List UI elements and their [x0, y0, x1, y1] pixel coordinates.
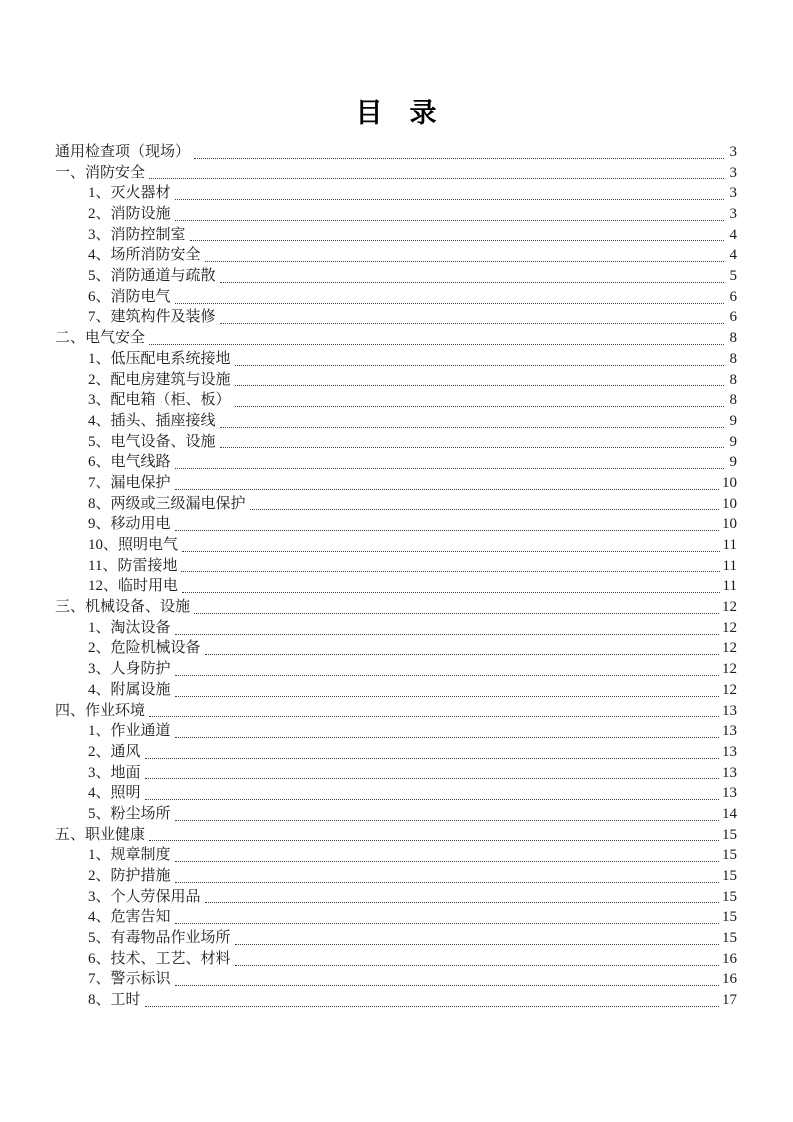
dot-leader-icon — [175, 489, 719, 490]
toc-page-number: 3 — [729, 206, 737, 223]
toc-entry[interactable] — [55, 204, 737, 225]
toc-entry-label: 10、照明电气 — [88, 537, 179, 554]
toc-page-number: 13 — [722, 785, 737, 802]
toc-page-number: 16 — [722, 971, 737, 988]
dot-leader-icon — [175, 985, 719, 986]
toc-entry-label: 通用检查项（现场） — [55, 143, 191, 160]
toc-page-number: 13 — [722, 702, 737, 719]
dot-leader-icon — [175, 220, 724, 221]
toc-entry[interactable] — [55, 411, 737, 432]
dot-leader-icon — [190, 240, 724, 241]
toc-entry[interactable] — [55, 970, 737, 991]
toc-entry-label: 5、电气设备、设施 — [88, 433, 216, 450]
toc-page-number: 4 — [729, 226, 737, 243]
toc-page-number: 6 — [729, 288, 737, 305]
dot-leader-icon — [175, 468, 724, 469]
toc-entry[interactable] — [55, 473, 737, 494]
toc-entry-label: 3、地面 — [88, 764, 141, 781]
dot-leader-icon — [149, 344, 724, 345]
dot-leader-icon — [175, 923, 719, 924]
toc-entry[interactable] — [55, 245, 737, 266]
dot-leader-icon — [235, 965, 719, 966]
toc-entry[interactable] — [55, 721, 737, 742]
toc-entry[interactable] — [55, 163, 737, 184]
toc-entry-label: 8、两级或三级漏电保护 — [88, 495, 246, 512]
toc-page-number: 10 — [722, 474, 737, 491]
dot-leader-icon — [175, 696, 719, 697]
toc-entry[interactable] — [55, 949, 737, 970]
toc-entry[interactable] — [55, 701, 737, 722]
dot-leader-icon — [145, 758, 719, 759]
toc-entry[interactable] — [55, 907, 737, 928]
toc-page-number: 11 — [722, 557, 737, 574]
toc-entry-label: 1、灭火器材 — [88, 185, 171, 202]
toc-page-number: 4 — [729, 247, 737, 264]
toc-page-number: 10 — [722, 516, 737, 533]
dot-leader-icon — [220, 427, 724, 428]
toc-entry-label: 7、建筑构件及装修 — [88, 309, 216, 326]
toc-entry-label: 一、消防安全 — [55, 164, 146, 181]
dot-leader-icon — [175, 675, 719, 676]
toc-page-number: 17 — [722, 992, 737, 1009]
toc-entry[interactable] — [55, 845, 737, 866]
toc-entry-label: 1、规章制度 — [88, 847, 171, 864]
toc-page-number: 13 — [722, 743, 737, 760]
dot-leader-icon — [220, 282, 724, 283]
toc-entry-label: 三、机械设备、设施 — [55, 599, 191, 616]
dot-leader-icon — [235, 365, 724, 366]
toc-entry[interactable] — [55, 349, 737, 370]
dot-leader-icon — [149, 716, 719, 717]
toc-entry-label: 2、消防设施 — [88, 206, 171, 223]
toc-page-number: 12 — [722, 661, 737, 678]
toc-entry[interactable] — [55, 866, 737, 887]
dot-leader-icon — [182, 551, 720, 552]
toc-page-number: 8 — [729, 371, 737, 388]
dot-leader-icon — [175, 530, 719, 531]
toc-entry[interactable] — [55, 308, 737, 329]
dot-leader-icon — [235, 944, 719, 945]
toc-page-number: 3 — [729, 164, 737, 181]
toc-entry[interactable] — [55, 680, 737, 701]
dot-leader-icon — [149, 840, 719, 841]
toc-page-number: 9 — [729, 454, 737, 471]
toc-entry-label: 4、危害告知 — [88, 909, 171, 926]
toc-entry-label: 6、电气线路 — [88, 454, 171, 471]
toc-entry-label: 7、警示标识 — [88, 971, 171, 988]
dot-leader-icon — [205, 902, 719, 903]
toc-entry-label: 2、通风 — [88, 743, 141, 760]
toc-entry[interactable] — [55, 990, 737, 1011]
toc-entry[interactable] — [55, 452, 737, 473]
toc-entry[interactable] — [55, 763, 737, 784]
toc-entry-label: 4、附属设施 — [88, 681, 171, 698]
toc-entry[interactable] — [55, 432, 737, 453]
toc-entry-label: 8、工时 — [88, 992, 141, 1009]
toc-entry[interactable] — [55, 225, 737, 246]
toc-entry-label: 1、作业通道 — [88, 723, 171, 740]
toc-entry[interactable] — [55, 576, 737, 597]
toc-page-number: 9 — [729, 433, 737, 450]
toc-entry-label: 2、防护措施 — [88, 868, 171, 885]
dot-leader-icon — [181, 571, 719, 572]
toc-page-number: 12 — [722, 619, 737, 636]
toc-entry[interactable] — [55, 514, 737, 535]
toc-entry[interactable] — [55, 556, 737, 577]
toc-page-number: 15 — [722, 909, 737, 926]
toc-entry-label: 7、漏电保护 — [88, 474, 171, 491]
toc-entry[interactable] — [55, 928, 737, 949]
toc-entry[interactable] — [55, 804, 737, 825]
dot-leader-icon — [175, 820, 719, 821]
toc-entry-label: 6、技术、工艺、材料 — [88, 950, 231, 967]
toc-entry-label: 4、照明 — [88, 785, 141, 802]
toc-page-number: 3 — [729, 143, 737, 160]
toc-entry-label: 二、电气安全 — [55, 330, 146, 347]
toc-entry-label: 四、作业环境 — [55, 702, 146, 719]
toc-entry[interactable] — [55, 825, 737, 846]
toc-entry-label: 5、粉尘场所 — [88, 805, 171, 822]
toc-entry[interactable] — [55, 535, 737, 556]
toc-entry[interactable] — [55, 618, 737, 639]
toc-page-number: 15 — [722, 826, 737, 843]
dot-leader-icon — [194, 158, 724, 159]
toc-page-number: 12 — [722, 640, 737, 657]
dot-leader-icon — [175, 861, 719, 862]
toc-page-number: 14 — [722, 805, 737, 822]
toc-entry-label: 五、职业健康 — [55, 826, 146, 843]
dot-leader-icon — [175, 634, 719, 635]
dot-leader-icon — [235, 406, 724, 407]
toc-entry-label: 12、临时用电 — [88, 578, 179, 595]
toc-list — [55, 142, 737, 1011]
dot-leader-icon — [145, 778, 719, 779]
toc-entry-label: 5、消防通道与疏散 — [88, 268, 216, 285]
dot-leader-icon — [205, 261, 724, 262]
toc-entry[interactable] — [55, 287, 737, 308]
toc-entry[interactable] — [55, 887, 737, 908]
toc-page-number: 12 — [722, 681, 737, 698]
toc-entry[interactable] — [55, 494, 737, 515]
toc-page-number: 6 — [729, 309, 737, 326]
toc-entry-label: 4、场所消防安全 — [88, 247, 201, 264]
toc-page-number: 8 — [729, 350, 737, 367]
dot-leader-icon — [235, 385, 724, 386]
dot-leader-icon — [194, 613, 719, 614]
toc-entry[interactable] — [55, 266, 737, 287]
toc-entry[interactable] — [55, 659, 737, 680]
toc-page-number: 15 — [722, 847, 737, 864]
toc-page-number: 16 — [722, 950, 737, 967]
toc-entry[interactable] — [55, 142, 737, 163]
toc-page-number: 10 — [722, 495, 737, 512]
dot-leader-icon — [250, 509, 719, 510]
toc-entry-label: 3、消防控制室 — [88, 226, 186, 243]
toc-entry[interactable] — [55, 328, 737, 349]
toc-entry-label: 3、个人劳保用品 — [88, 888, 201, 905]
toc-page-number: 3 — [729, 185, 737, 202]
dot-leader-icon — [175, 199, 724, 200]
toc-page-number: 8 — [729, 392, 737, 409]
dot-leader-icon — [175, 303, 724, 304]
toc-entry-label: 5、有毒物品作业场所 — [88, 930, 231, 947]
toc-page-number: 13 — [722, 764, 737, 781]
toc-page-number: 13 — [722, 723, 737, 740]
toc-page-number: 15 — [722, 930, 737, 947]
toc-entry-label: 9、移动用电 — [88, 516, 171, 533]
dot-leader-icon — [205, 654, 719, 655]
toc-page-number: 12 — [722, 599, 737, 616]
dot-leader-icon — [145, 799, 719, 800]
toc-entry[interactable] — [55, 639, 737, 660]
dot-leader-icon — [220, 323, 724, 324]
toc-entry-label: 11、防雷接地 — [88, 557, 178, 574]
toc-entry-label: 1、低压配电系统接地 — [88, 350, 231, 367]
toc-entry[interactable] — [55, 597, 737, 618]
toc-entry-label: 1、淘汰设备 — [88, 619, 171, 636]
toc-title: 目 录 — [355, 98, 437, 128]
toc-page-number: 8 — [729, 330, 737, 347]
dot-leader-icon — [149, 178, 724, 179]
toc-page-number: 5 — [729, 268, 737, 285]
toc-entry-label: 2、配电房建筑与设施 — [88, 371, 231, 388]
toc-entry-label: 2、危险机械设备 — [88, 640, 201, 657]
dot-leader-icon — [220, 447, 724, 448]
toc-entry[interactable] — [55, 370, 737, 391]
toc-page-number: 15 — [722, 888, 737, 905]
dot-leader-icon — [182, 592, 720, 593]
dot-leader-icon — [145, 1006, 719, 1007]
toc-entry[interactable] — [55, 742, 737, 763]
toc-page-number: 11 — [722, 578, 737, 595]
dot-leader-icon — [175, 737, 719, 738]
toc-entry-label: 6、消防电气 — [88, 288, 171, 305]
dot-leader-icon — [175, 882, 719, 883]
toc-page-number: 15 — [722, 868, 737, 885]
toc-entry[interactable] — [55, 183, 737, 204]
toc-entry-label: 3、人身防护 — [88, 661, 171, 678]
toc-page-number: 11 — [722, 537, 737, 554]
toc-page-number: 9 — [729, 412, 737, 429]
toc-entry-label: 4、插头、插座接线 — [88, 412, 216, 429]
toc-entry[interactable] — [55, 783, 737, 804]
toc-entry-label: 3、配电箱（柜、板） — [88, 392, 231, 409]
toc-entry[interactable] — [55, 390, 737, 411]
